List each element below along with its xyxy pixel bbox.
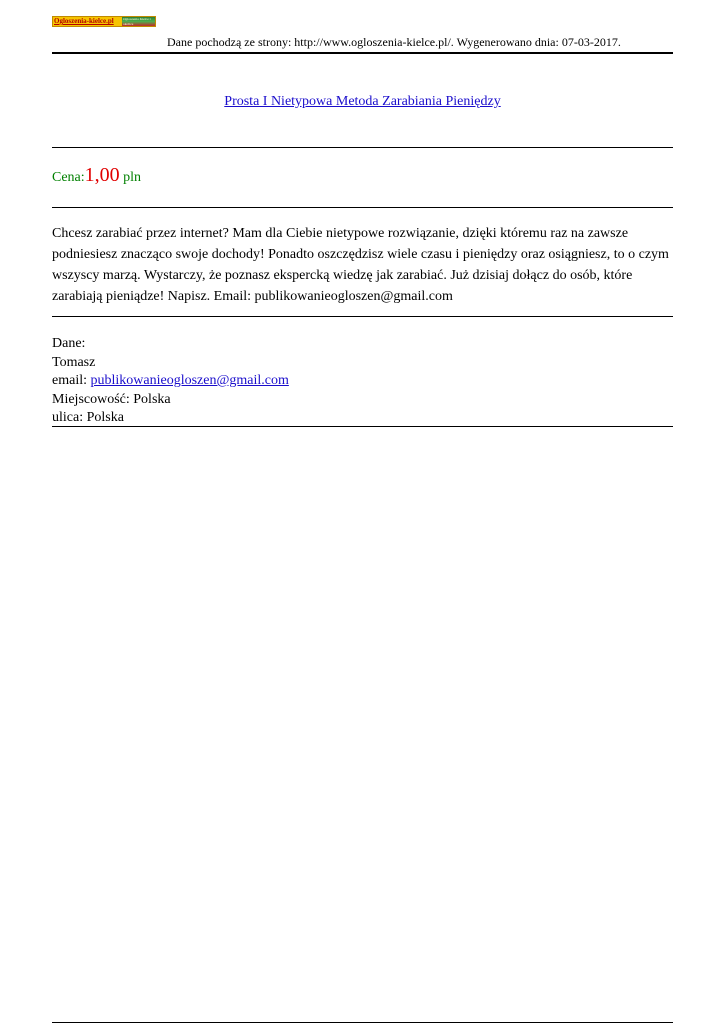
contact-divider <box>52 426 673 427</box>
contact-heading: Dane: <box>52 336 86 351</box>
price-value: 1,00 <box>84 164 120 186</box>
document-page <box>52 0 673 1024</box>
email-link[interactable]: publikowanieogloszen@gmail.com <box>90 373 289 388</box>
email-label: email: <box>52 373 91 388</box>
source-header: Dane pochodzą ze strony: http://www.ogloszenia-kielce.pl/. Wygenerowano dnia: 07-03-2017. <box>167 35 621 49</box>
contact-street: ulica: Polska <box>52 410 124 425</box>
site-logo[interactable] <box>52 16 156 27</box>
price-currency: pln <box>123 170 142 185</box>
price-row <box>52 164 141 187</box>
title-divider <box>52 147 673 148</box>
price-label: Cena: <box>52 170 85 185</box>
logo-text: Ogloszenia-kielce.pl <box>53 17 122 26</box>
description-divider <box>52 316 673 317</box>
footer-divider <box>52 1022 673 1023</box>
contact-name: Tomasz <box>52 354 96 370</box>
header-divider <box>52 52 673 54</box>
contact-city: Miejscowość: Polska <box>52 391 171 407</box>
listing-description: Chcesz zarabiać przez internet? Mam dla Ciebie nietypowe rozwiązanie, dzięki któremu raz na zawsze podniesiesz znacząco swoje dochody! Ponadto oszczędzisz wiele czasu i pieniędzy oraz osiągniesz, to o czym wszyscy marzą. Wystarczy, że poznasz ekspercką wiedzę jak zarabiać. Już dzisiaj dołącz do osób, które zarabiają pieniądze! Napisz. Email: publikowanieogloszen@gmail.com <box>52 226 669 304</box>
contact-email-row <box>52 372 289 391</box>
logo-tagline: Ogłoszenia Kielce i okolice <box>122 17 155 26</box>
listing-title-link[interactable]: Prosta I Nietypowa Metoda Zarabiania Pieniędzy <box>224 94 501 109</box>
contact-block <box>52 335 289 428</box>
price-divider <box>52 207 673 208</box>
